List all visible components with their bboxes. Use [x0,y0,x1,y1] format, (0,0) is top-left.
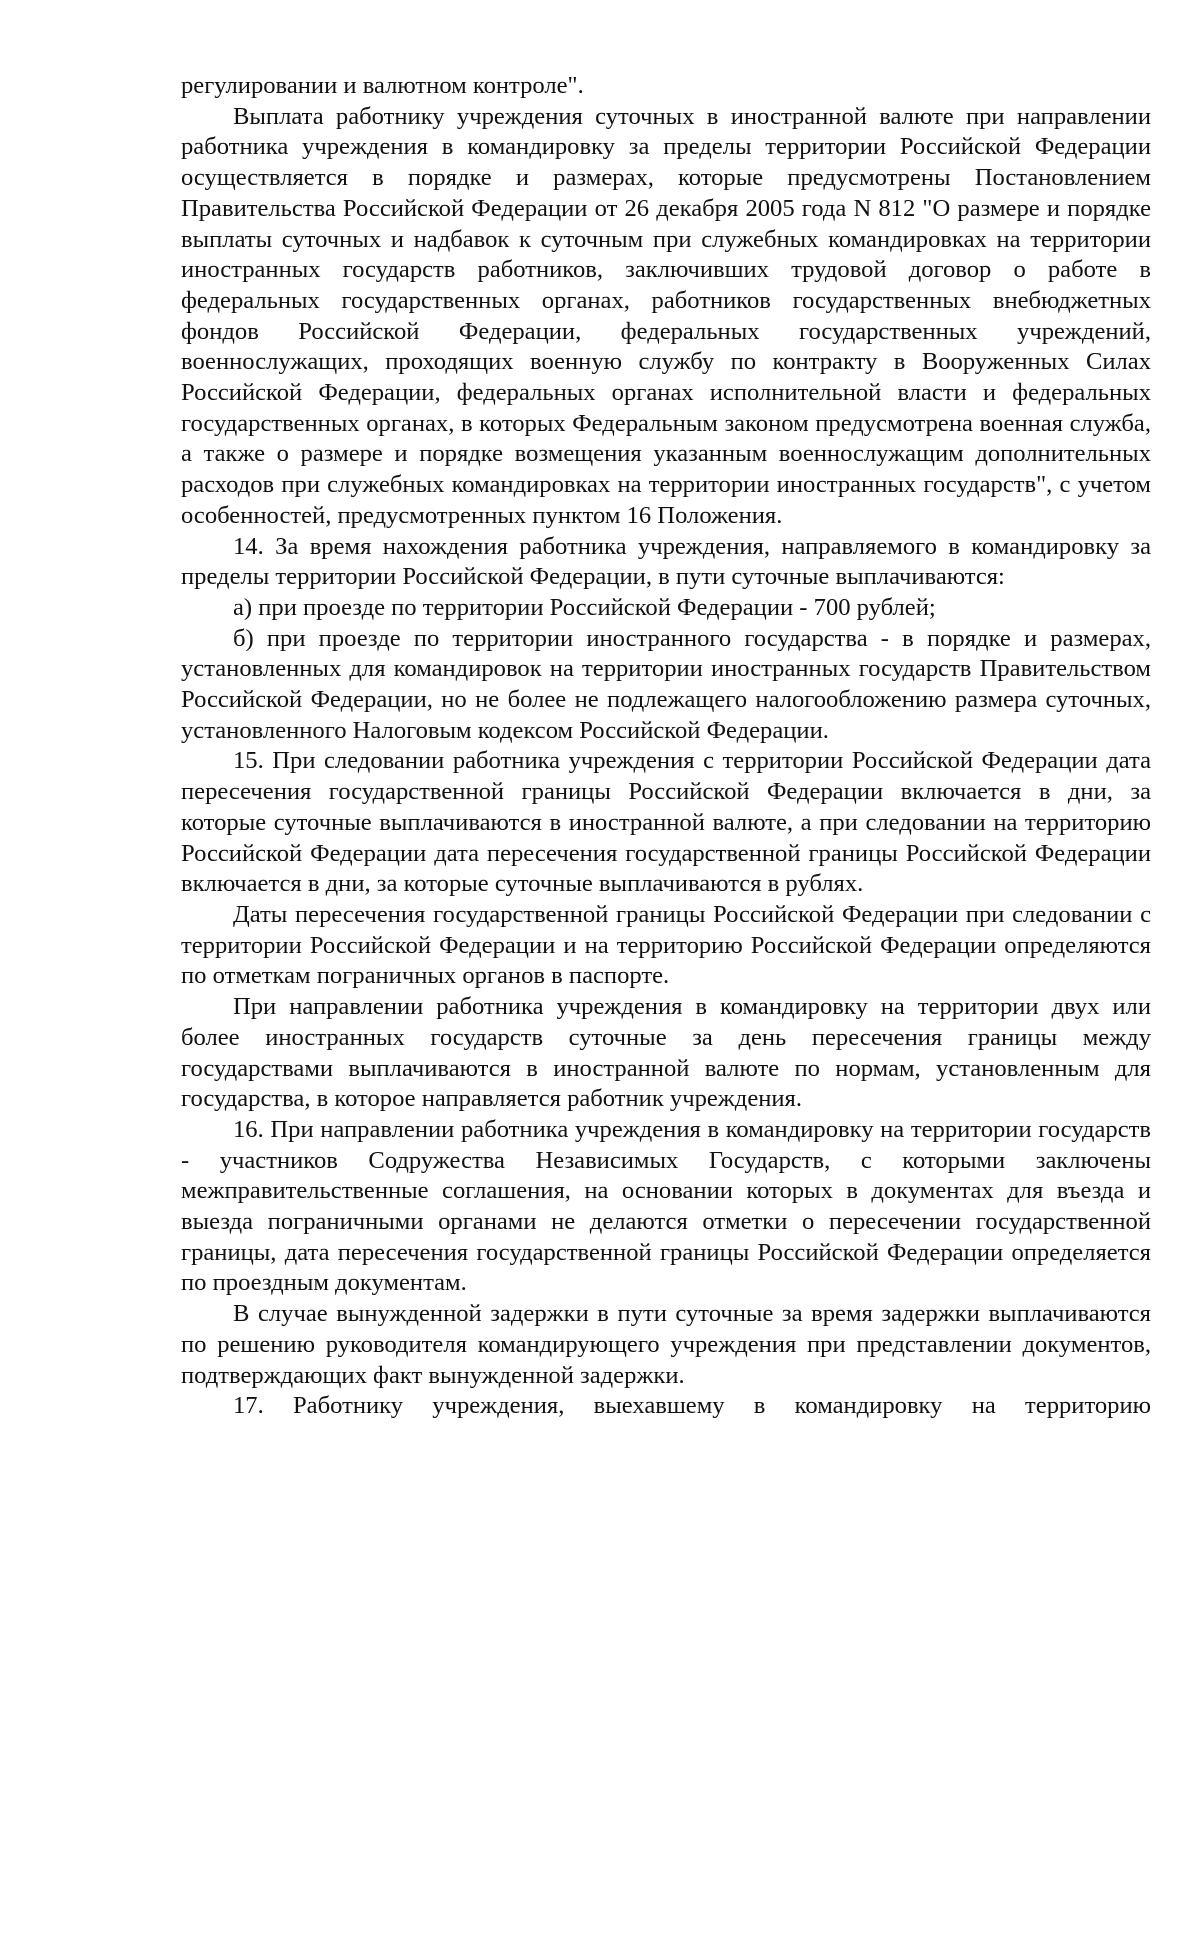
paragraph-clause-16: 16. При направлении работника учреждения в командировку на территории государств - участников Содружества Независимых Государств, с которыми заключены межправительственные соглашения, на основании которых в документах для въезда и выезда пограничными органами не делаются отметки о пересечении государственной границы, дата пересечения государственной границы Российской Федерации определяется по проездным документам. [181,1115,1151,1297]
paragraph-clause-14-b: б) при проезде по территории иностранного государства - в порядке и размерах, установленных для командировок на территории иностранных государств Правительством Российской Федерации, но не более не подлежащего налогообложению размера суточных, установленного Налоговым кодексом Российской Федерации. [181,624,1151,744]
paragraph-clause-17: 17. Работнику учреждения, выехавшему в командировку на территорию [233,1392,1151,1420]
paragraph-multiple-states: При направлении работника учреждения в командировку на территории двух или более иностранных государств суточные за день пересечения границы между государствами выплачиваются в иностранной валюте по нормам, установленным для государства, в которое направляется работник учреждения. [181,993,1151,1113]
paragraph-clause-14: 14. За время нахождения работника учреждения, направляемого в командировку за пределы территории Российской Федерации, в пути суточные выплачиваются: [181,532,1151,591]
paragraph-border-crossing-dates: Даты пересечения государственной границы Российской Федерации при следовании с территории Российской Федерации и на территорию Российской Федерации определяются по отметкам пограничных органов в паспорте. [181,900,1151,990]
paragraph-continuation: регулировании и валютном контроле". [181,72,584,99]
paragraph-clause-15: 15. При следовании работника учреждения с территории Российской Федерации дата пересечения государственной границы Российской Федерации включается в дни, за которые суточные выплачиваются в иностранной валюте, а при следовании на территорию Российской Федерации дата пересечения государственной границы Российской Федерации включается в дни, за которые суточные выплачиваются в рублях. [181,747,1151,898]
paragraph-clause-14-a: а) при проезде по территории Российской Федерации - 700 рублей; [233,593,936,621]
document-body [181,71,1151,1422]
paragraph-per-diem-foreign-currency: Выплата работнику учреждения суточных в иностранной валюте при направлении работника учреждения в командировку за пределы территории Российской Федерации осуществляется в порядке и размерах, которые предусмотрены Постановлением Правительства Российской Федерации от 26 декабря 2005 года N 812 "О размере и порядке выплаты суточных и надбавок к суточным при служебных командировках на территории иностранных государств работников, заключивших трудовой договор о работе в федеральных государственных органах, работников государственных внебюджетных фондов Российской Федерации, федеральных государственных учреждений, военнослужащих, проходящих военную службу по контракту в Вооруженных Силах Российской Федерации, федеральных органах исполнительной власти и федеральных государственных органах, в которых Федеральным законом предусмотрена военная служба, а также о размере и порядке возмещения указанным военнослужащим дополнительных расходов при служебных командировках на территории иностранных государств", с учетом особенностей, предусмотренных пунктом 16 Положения. [181,102,1151,529]
paragraph-forced-delay: В случае вынужденной задержки в пути суточные за время задержки выплачиваются по решению руководителя командирующего учреждения при представлении документов, подтверждающих факт вынужденной задержки. [181,1300,1151,1389]
